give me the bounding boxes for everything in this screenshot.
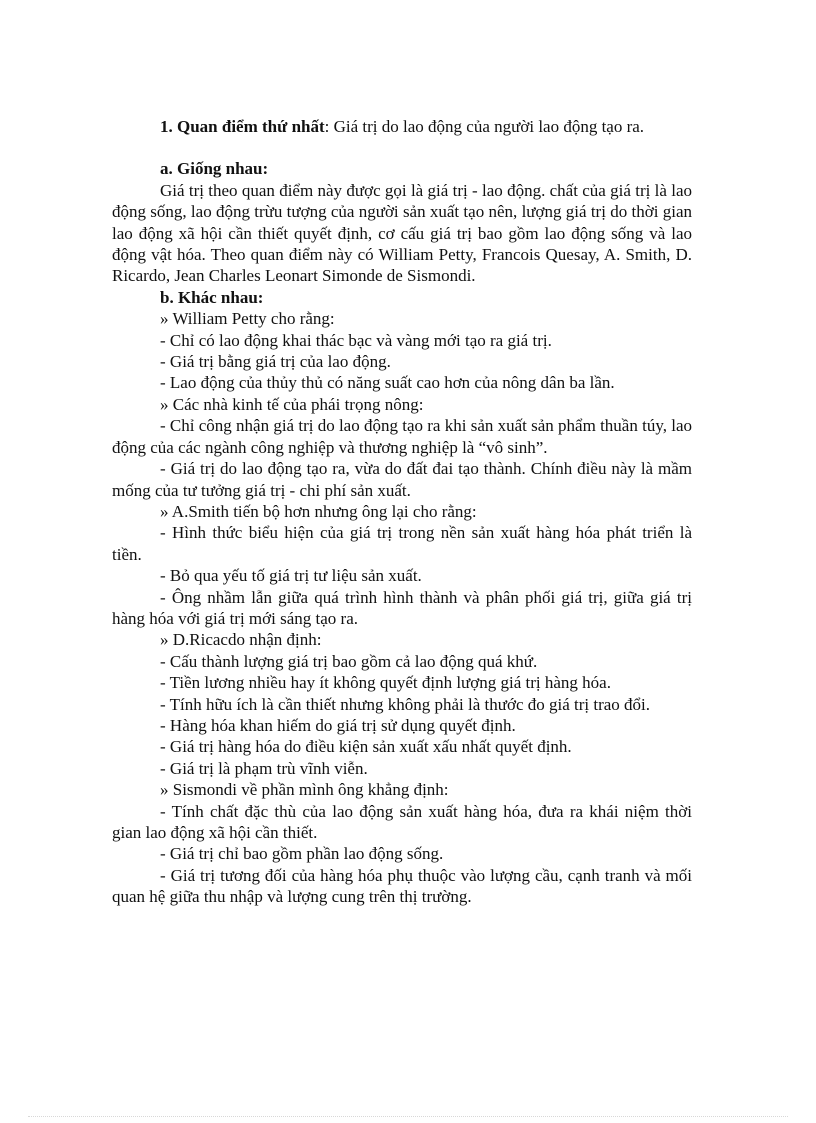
list-item: » Các nhà kinh tế của phái trọng nông: [160, 394, 424, 414]
list-item: - Chỉ có lao động khai thác bạc và vàng mới tạo ra giá trị. [160, 330, 552, 350]
list-item: - Giá trị tương đối của hàng hóa phụ thuộc vào lượng cầu, cạnh tranh và mối quan hệ giữa thu nhập và lượng cung trên thị trường. [112, 865, 692, 907]
document-page [112, 116, 692, 908]
section-heading [112, 116, 692, 137]
list-item: - Tính chất đặc thù của lao động sản xuất hàng hóa, đưa ra khái niệm thời gian lao động xã hội cần thiết. [112, 801, 692, 842]
list-item: - Hàng hóa khan hiếm do giá trị sử dụng quyết định. [160, 715, 516, 735]
list-item: - Giá trị là phạm trù vĩnh viễn. [160, 758, 368, 778]
heading-label: 1. Quan điểm thứ nhất [160, 117, 325, 136]
list-item: » Sismondi về phần mình ông khẳng định: [160, 780, 449, 800]
list-item: - Giá trị bằng giá trị của lao động. [160, 352, 391, 372]
list-item: - Chỉ công nhận giá trị do lao động tạo ra khi sản xuất sản phẩm thuần túy, lao động của các ngành công nghiệp và thương nghiệp là “vô sinh”. [112, 416, 692, 457]
list-item: - Ông nhầm lẫn giữa quá trình hình thành và phân phối giá trị, giữa giá trị hàng hóa với giá trị mới sáng tạo ra. [112, 587, 692, 628]
list-item: - Cấu thành lượng giá trị bao gồm cả lao động quá khứ. [160, 651, 538, 671]
section-b-title: b. Khác nhau: [160, 287, 264, 307]
section-a-title: a. Giống nhau: [160, 159, 269, 179]
list-item: - Bỏ qua yếu tố giá trị tư liệu sản xuất. [160, 566, 422, 586]
list-item: - Tính hữu ích là cần thiết nhưng không phải là thước đo giá trị trao đổi. [160, 694, 651, 714]
list-item: - Giá trị do lao động tạo ra, vừa do đất đai tạo thành. Chính điều này là mầm mống của tư tưởng giá trị - chi phí sản xuất. [112, 459, 692, 500]
list-item: - Lao động của thủy thủ có năng suất cao hơn của nông dân ba lần. [160, 373, 615, 393]
heading-text: : Giá trị do lao động của người lao động tạo ra. [324, 117, 645, 136]
section-a-paragraph: Giá trị theo quan điểm này được gọi là giá trị - lao động. chất của giá trị là lao động sống, lao động trừu tượng của người sản xuất tạo nên, lượng giá trị do thời gian lao động xã hội cần thiết quyết định, cơ cấu giá trị bao gồm lao động sống và lao động vật hóa. Theo quan điểm này có William Petty, Francois Quesay, A. Smith, D. Ricardo, Jean Charles Leonart Simonde de Sismondi. [112, 180, 692, 286]
page-bottom-divider [28, 1116, 788, 1117]
list-item: - Giá trị chỉ bao gồm phần lao động sống. [160, 844, 444, 864]
list-item: » A.Smith tiến bộ hơn nhưng ông lại cho rằng: [160, 501, 477, 521]
list-item: » D.Ricacdo nhận định: [160, 630, 322, 650]
list-item: - Tiền lương nhiều hay ít không quyết định lượng giá trị hàng hóa. [160, 673, 611, 693]
list-item: - Giá trị hàng hóa do điều kiện sản xuất xấu nhất quyết định. [160, 737, 572, 757]
list-item: - Hình thức biểu hiện của giá trị trong nền sản xuất hàng hóa phát triển là tiền. [112, 523, 692, 564]
list-item: » William Petty cho rằng: [160, 309, 335, 329]
